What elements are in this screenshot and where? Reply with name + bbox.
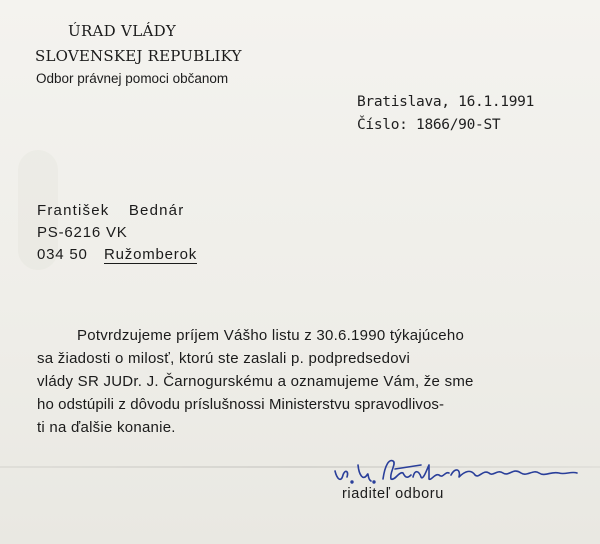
letterhead-office-line1: ÚRAD VLÁDY — [68, 22, 177, 40]
reference-number: Číslo: 1866/90-ST — [357, 117, 501, 133]
body-line-2: sa žiadosti o milosť, ktorú ste zaslali p. podpredsedovi — [37, 350, 411, 367]
place-date: Bratislava, 16.1.1991 — [357, 94, 535, 110]
recipient-address: PS-6216 VK — [37, 224, 128, 241]
signature-title: riaditeľ odboru — [342, 486, 444, 502]
recipient-city: Ružomberok — [104, 246, 198, 263]
body-line-1: Potvrdzujeme príjem Vášho listu z 30.6.1990 týkajúceho — [77, 327, 465, 344]
body-line-5: ti na ďalšie konanie. — [37, 419, 176, 436]
body-line-3: vlády SR JUDr. J. Čarnogurskému a oznamujeme Vám, že sme — [37, 373, 474, 390]
recipient-postal-code: 034 50 — [37, 246, 88, 263]
recipient-name: František Bednár — [37, 202, 185, 219]
body-line-4: ho odstúpili z dôvodu príslušnossi Ministerstvu spravodlivos- — [37, 396, 445, 413]
letterhead-office-line2: SLOVENSKEJ REPUBLIKY — [35, 47, 242, 65]
letterhead-department: Odbor právnej pomoci občanom — [36, 71, 229, 86]
